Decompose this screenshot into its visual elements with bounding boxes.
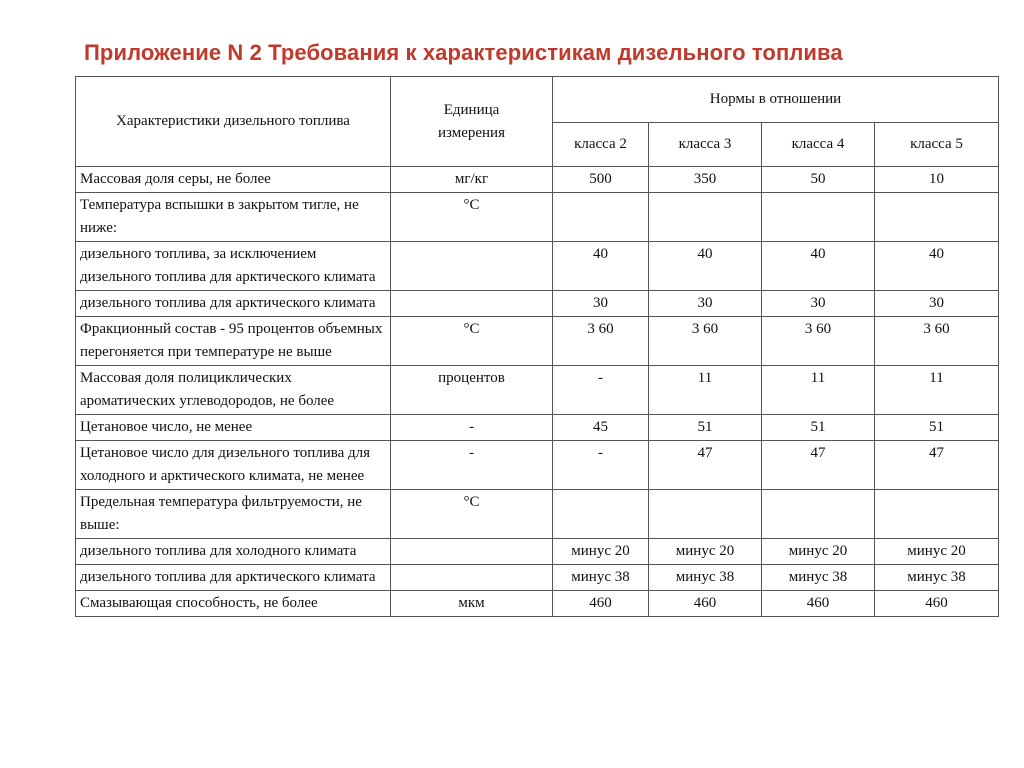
row-value-class-4 <box>762 193 875 242</box>
row-characteristic: Цетановое число для дизельного топлива для холодного и арктического климата, не менее <box>76 441 391 490</box>
row-value-class-3: 11 <box>649 366 762 415</box>
row-value-class-4: 460 <box>762 591 875 617</box>
table-row <box>76 193 999 242</box>
row-value-class-4: 47 <box>762 441 875 490</box>
table-row <box>76 167 999 193</box>
row-value-class-2: 500 <box>553 167 649 193</box>
row-value-class-3 <box>649 193 762 242</box>
header-class: класса 3 <box>649 123 762 167</box>
row-value-class-5: минус 38 <box>875 565 999 591</box>
row-characteristic: дизельного топлива, за исключением дизельного топлива для арктического климата <box>76 242 391 291</box>
header-unit-line2: измерения <box>437 124 505 141</box>
table-row <box>76 490 999 539</box>
table-row <box>76 591 999 617</box>
table-row <box>76 441 999 490</box>
document-title: Приложение N 2 Требования к характеристикам дизельного топлива <box>84 40 843 65</box>
table-row <box>76 242 999 291</box>
row-value-class-3: 51 <box>649 415 762 441</box>
header-unit <box>391 77 553 167</box>
table-row <box>76 291 999 317</box>
row-value-class-5: 30 <box>875 291 999 317</box>
row-characteristic: Смазывающая способность, не более <box>76 591 391 617</box>
row-value-class-4: 3 60 <box>762 317 875 366</box>
row-value-class-3: 460 <box>649 591 762 617</box>
row-value-class-5: 51 <box>875 415 999 441</box>
row-characteristic: Массовая доля полициклических ароматических углеводородов, не более <box>76 366 391 415</box>
row-value-class-4: 51 <box>762 415 875 441</box>
row-characteristic: дизельного топлива для арктического климата <box>76 565 391 591</box>
row-value-class-3: 47 <box>649 441 762 490</box>
row-value-class-3: 3 60 <box>649 317 762 366</box>
row-value-class-2: минус 38 <box>553 565 649 591</box>
row-value-class-2 <box>553 490 649 539</box>
row-value-class-3: 350 <box>649 167 762 193</box>
table-row <box>76 415 999 441</box>
row-unit <box>391 291 553 317</box>
row-characteristic: Массовая доля серы, не более <box>76 167 391 193</box>
row-value-class-5: 460 <box>875 591 999 617</box>
row-value-class-4: 40 <box>762 242 875 291</box>
row-value-class-5 <box>875 490 999 539</box>
row-value-class-3: минус 20 <box>649 539 762 565</box>
row-value-class-3 <box>649 490 762 539</box>
row-value-class-2: 460 <box>553 591 649 617</box>
row-value-class-4 <box>762 490 875 539</box>
row-value-class-2: 3 60 <box>553 317 649 366</box>
row-unit <box>391 539 553 565</box>
row-unit: - <box>391 441 553 490</box>
row-value-class-2: - <box>553 441 649 490</box>
row-value-class-5 <box>875 193 999 242</box>
row-characteristic: Фракционный состав - 95 процентов объемных перегоняется при температуре не выше <box>76 317 391 366</box>
row-characteristic: дизельного топлива для холодного климата <box>76 539 391 565</box>
row-value-class-4: минус 38 <box>762 565 875 591</box>
row-value-class-5: 47 <box>875 441 999 490</box>
row-unit <box>391 565 553 591</box>
row-value-class-5: 11 <box>875 366 999 415</box>
row-value-class-3: минус 38 <box>649 565 762 591</box>
table-body <box>76 167 999 617</box>
table-row <box>76 317 999 366</box>
diesel-requirements-table <box>75 76 999 617</box>
row-value-class-4: 30 <box>762 291 875 317</box>
row-value-class-2: 30 <box>553 291 649 317</box>
header-characteristic <box>76 77 391 167</box>
row-value-class-4: 11 <box>762 366 875 415</box>
header-norms: Нормы в отношении <box>553 77 999 123</box>
row-value-class-4: 50 <box>762 167 875 193</box>
table-row <box>76 565 999 591</box>
row-characteristic: дизельного топлива для арктического климата <box>76 291 391 317</box>
header-class: класса 5 <box>875 123 999 167</box>
row-unit: - <box>391 415 553 441</box>
row-characteristic: Предельная температура фильтруемости, не выше: <box>76 490 391 539</box>
row-value-class-5: 3 60 <box>875 317 999 366</box>
row-value-class-2: 45 <box>553 415 649 441</box>
header-unit-line1: Единица <box>443 101 500 118</box>
row-unit: мкм <box>391 591 553 617</box>
row-value-class-3: 30 <box>649 291 762 317</box>
row-value-class-5: минус 20 <box>875 539 999 565</box>
row-characteristic: Температура вспышки в закрытом тигле, не ниже: <box>76 193 391 242</box>
row-value-class-5: 10 <box>875 167 999 193</box>
row-unit: °С <box>391 193 553 242</box>
row-value-class-5: 40 <box>875 242 999 291</box>
table-row <box>76 539 999 565</box>
row-value-class-2: 40 <box>553 242 649 291</box>
row-unit: мг/кг <box>391 167 553 193</box>
row-unit: процентов <box>391 366 553 415</box>
row-unit <box>391 242 553 291</box>
row-value-class-4: минус 20 <box>762 539 875 565</box>
row-value-class-2 <box>553 193 649 242</box>
row-value-class-2: - <box>553 366 649 415</box>
header-class: класса 4 <box>762 123 875 167</box>
row-characteristic: Цетановое число, не менее <box>76 415 391 441</box>
row-value-class-3: 40 <box>649 242 762 291</box>
header-characteristic-label: Характеристики дизельного топлива <box>116 113 350 129</box>
table-row <box>76 366 999 415</box>
row-unit: °С <box>391 490 553 539</box>
row-value-class-2: минус 20 <box>553 539 649 565</box>
header-class: класса 2 <box>553 123 649 167</box>
row-unit: °С <box>391 317 553 366</box>
